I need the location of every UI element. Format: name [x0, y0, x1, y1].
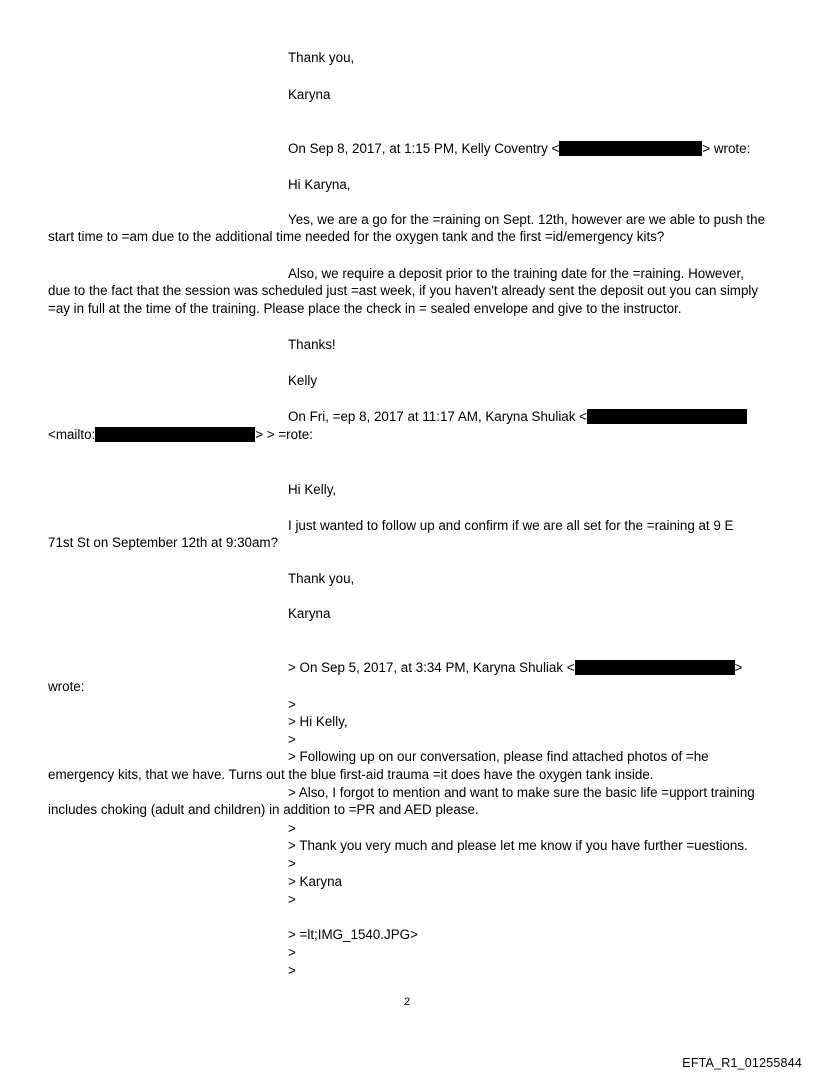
reply-header-wrote: > wrote:: [702, 141, 751, 156]
paragraph-line: =ay in full at the time of the training. Please place the check in = sealed envelope and give to the instructor.: [48, 301, 682, 316]
redaction-box: [559, 141, 702, 156]
closing-line: Thank you,: [288, 50, 355, 65]
page-number: 2: [404, 996, 411, 1008]
paragraph-line: 71st St on September 12th at 9:30am?: [48, 535, 279, 550]
document-id-footer: EFTA_R1_01255844: [682, 1056, 802, 1070]
greeting-karyna: Hi Karyna,: [288, 177, 351, 192]
quoted-header: [288, 659, 742, 676]
closing-line: Thank you,: [288, 571, 355, 586]
paragraph-line: start time to =am due to the additional time needed for the oxygen tank and the first =id/emergency kits?: [48, 229, 665, 244]
reply-header-text: On Fri, =ep 8, 2017 at 11:17 AM, Karyna Shuliak <: [288, 409, 587, 424]
quoted-greeting: > Hi Kelly,: [288, 714, 348, 729]
quoted-header-bracket: >: [734, 660, 743, 675]
redaction-box: [587, 409, 747, 424]
quoted-line: > Following up on our conversation, please find attached photos of =he: [288, 749, 709, 764]
quoted-line: > Also, I forgot to mention and want to make sure the basic life =upport training: [288, 785, 755, 800]
reply-header-text: On Sep 8, 2017, at 1:15 PM, Kelly Coventry <: [288, 141, 560, 156]
signature-kelly: Kelly: [288, 373, 318, 388]
quoted-header-wrote: wrote:: [48, 679, 85, 694]
quoted-line: includes choking (adult and children) in addition to =PR and AED please.: [48, 802, 479, 817]
quoted-header-text: > On Sep 5, 2017, at 3:34 PM, Karyna Shuliak <: [288, 660, 575, 675]
thanks-line: Thanks!: [288, 337, 336, 352]
quote-marker: >: [288, 856, 296, 871]
quote-marker: >: [288, 732, 296, 747]
quoted-attachment: > =lt;IMG_1540.JPG>: [288, 927, 418, 942]
quote-marker: >: [288, 945, 296, 960]
reply-header-wrote: > > =rote:: [255, 427, 313, 442]
redaction-box: [95, 427, 255, 442]
quote-marker: >: [288, 697, 296, 712]
reply-header-mailto: [48, 426, 313, 443]
paragraph-line: due to the fact that the session was scheduled just =ast week, if you haven't already sent the deposit out you can simply: [48, 283, 759, 298]
reply-header-kelly: [288, 140, 750, 157]
quote-marker: >: [288, 892, 296, 907]
signature-karyna: Karyna: [288, 606, 331, 621]
greeting-kelly: Hi Kelly,: [288, 482, 337, 497]
paragraph-line: Yes, we are a go for the =raining on Sept. 12th, however are we able to push the: [288, 212, 766, 227]
quote-marker: >: [288, 821, 296, 836]
paragraph-line: Also, we require a deposit prior to the training date for the =raining. However,: [288, 266, 744, 281]
quoted-line: emergency kits, that we have. Turns out the blue first-aid trauma =it does have the oxygen tank inside.: [48, 767, 654, 782]
quoted-line: > Thank you very much and please let me know if you have further =uestions.: [288, 838, 748, 853]
signature-karyna: Karyna: [288, 87, 331, 102]
paragraph-line: I just wanted to follow up and confirm if we are all set for the =raining at 9 E: [288, 518, 734, 533]
reply-header-karyna: [288, 408, 747, 425]
quoted-signature: > Karyna: [288, 874, 342, 889]
mailto-text: <mailto:: [48, 427, 96, 442]
redaction-box: [575, 660, 735, 675]
quote-marker: >: [288, 963, 296, 978]
